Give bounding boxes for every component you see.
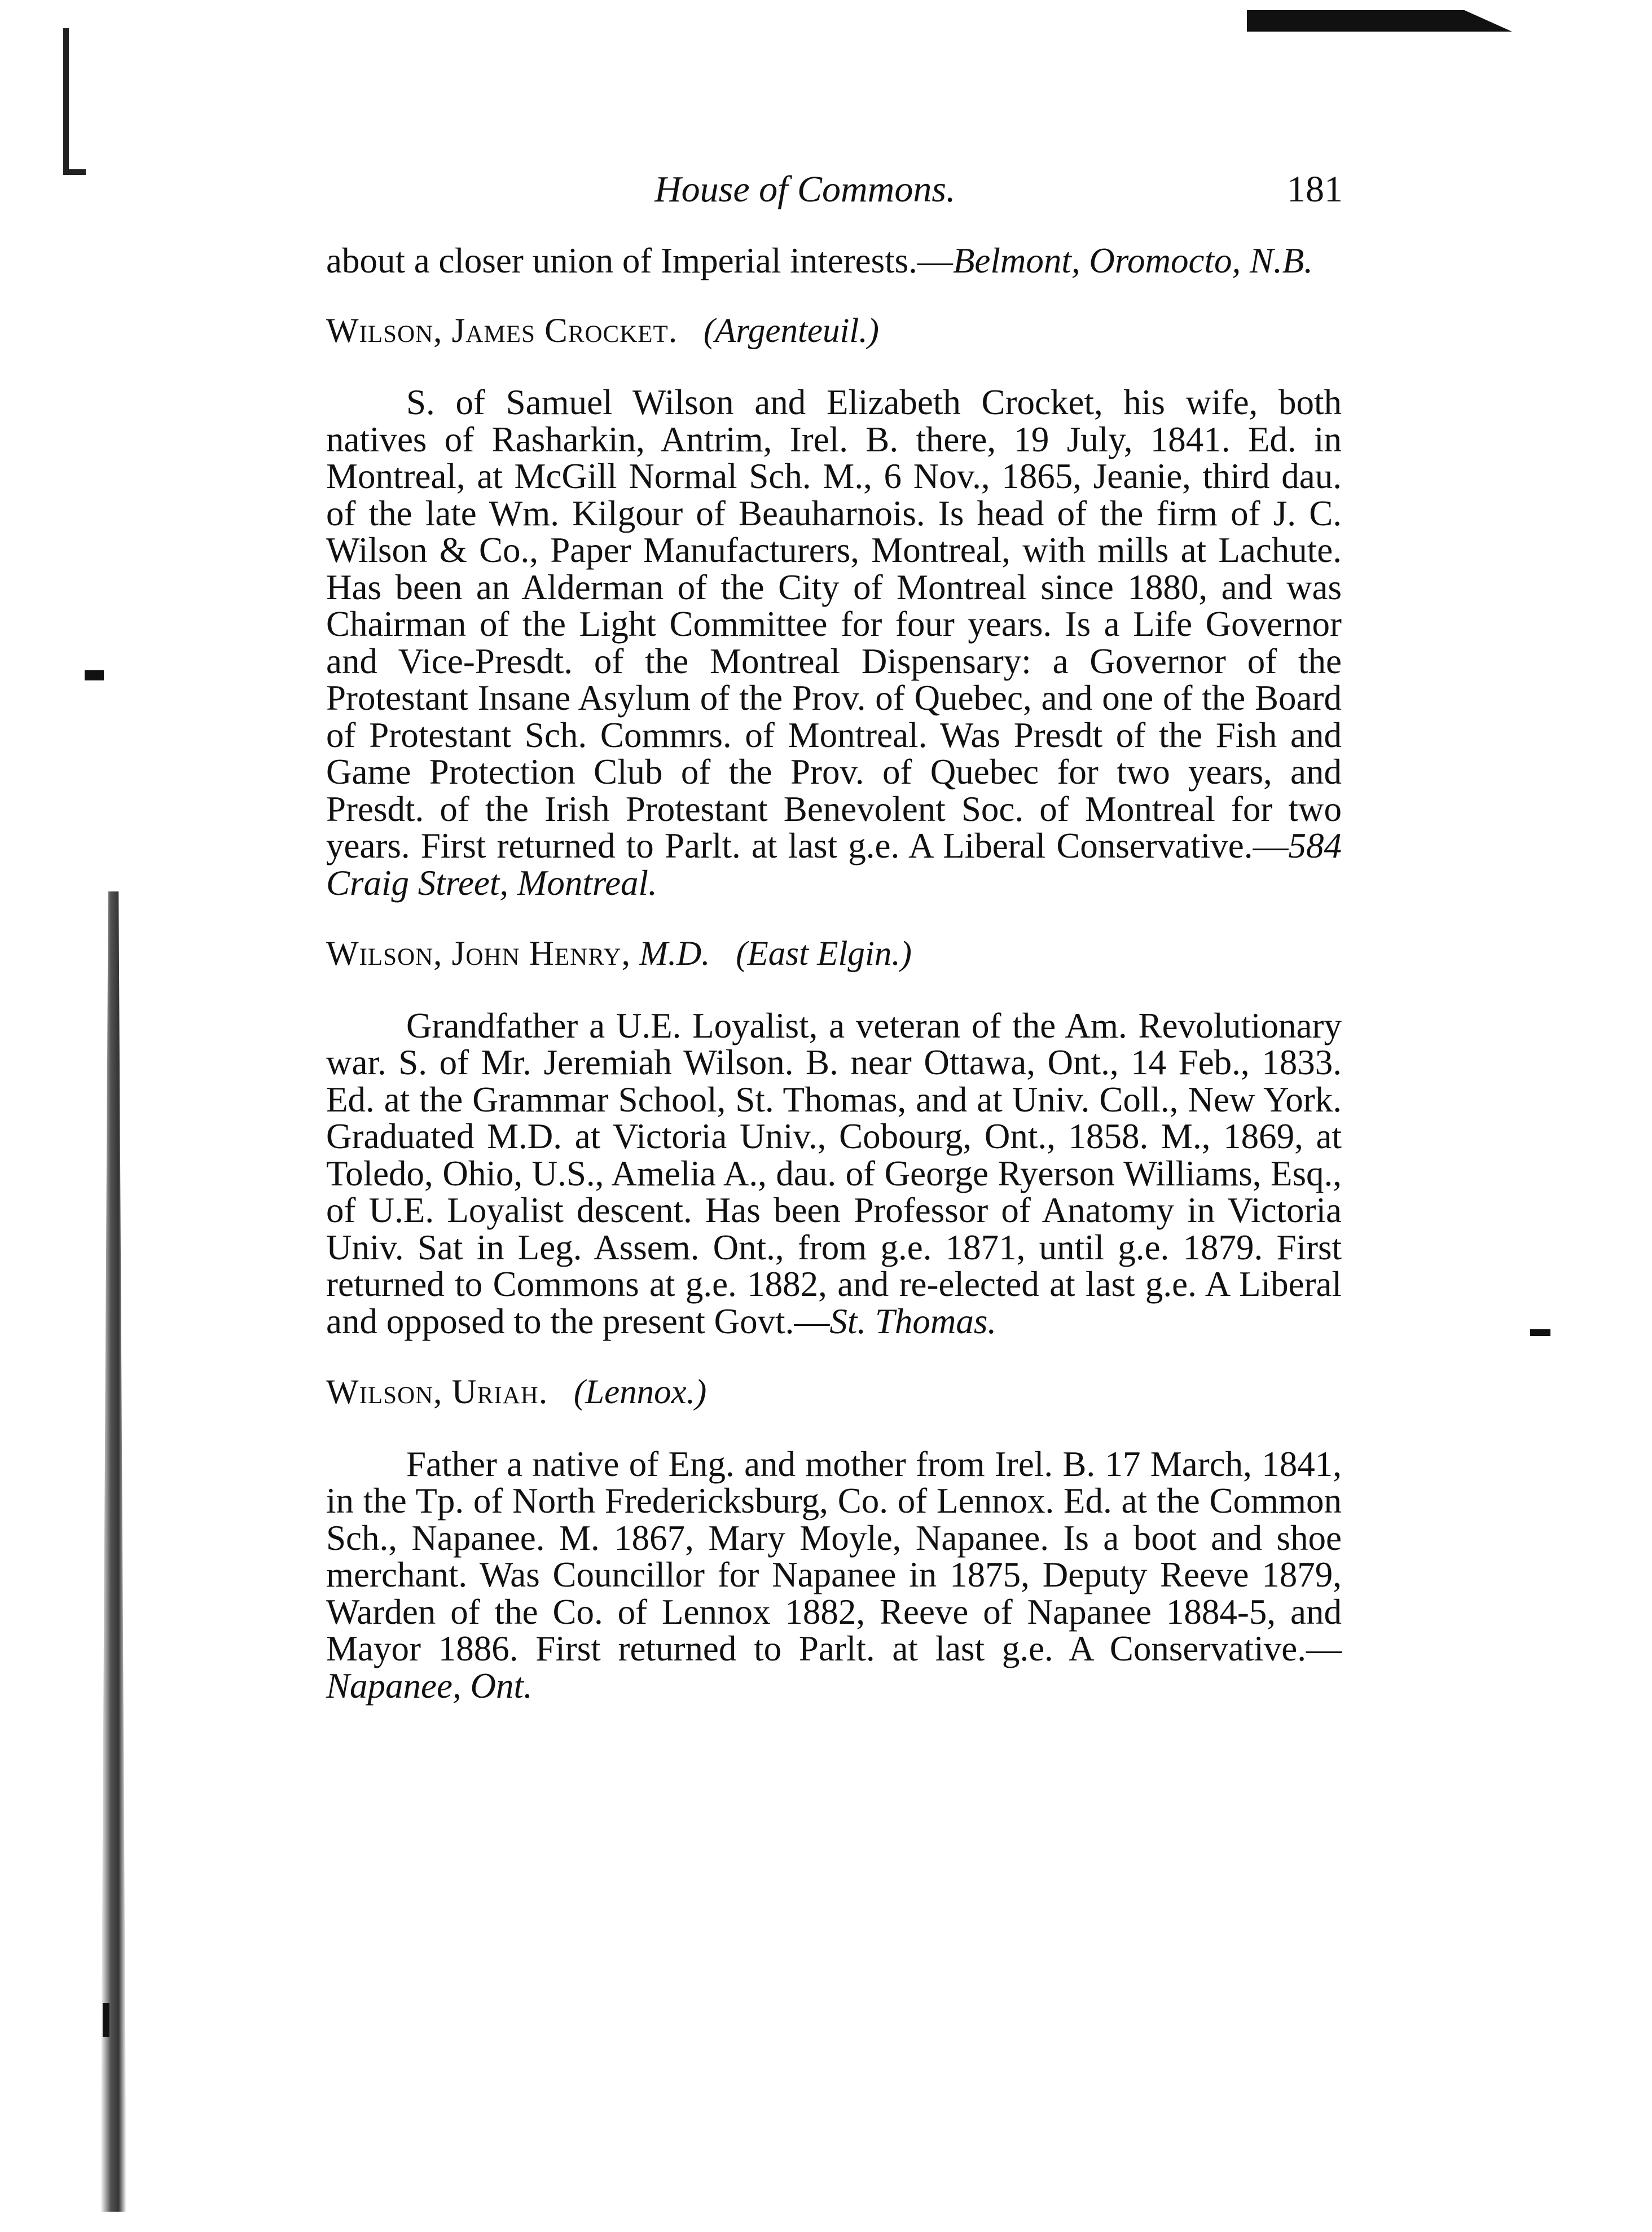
entry-body-text: S. of Samuel Wilson and Elizabeth Crocket, his wife, both natives of Rasharkin, Antrim, Irel. B. there, 19 July, 1841. Ed. in Montreal, at McGill Normal Sch. M., 6 Nov., 1865, Jeanie, third dau. of the late Wm. Kilgour of Beauharnois. Is head of the firm of J. C. Wilson & Co., Paper Manufacturers, Montreal, with mills at Lachute. Has been an Alderman of the City of Montreal since 1880, and was Chairman of the Light Committee for four years. Is a Life Governor and Vice-Presdt. of the Montreal Dispensary: a Governor of the Protestant Insane Asylum of the Prov. of Quebec, and one of the Board of Protestant Sch. Commrs. of Montreal. Was Presdt of the Fish and Game Protection Club of the Prov. of Quebec for two years, and Presdt. of the Irish Protestant Benevolent Soc. of Montreal for two years. First returned to Parlt. at last g.e. A Liberal Conservative.—	[326, 383, 1342, 865]
entry-constituency: (Lennox.)	[573, 1373, 707, 1411]
entry-body	[326, 384, 1342, 902]
entry-body	[326, 1005, 1342, 1341]
entry-address: Napanee, Ont.	[326, 1666, 533, 1706]
entry-name: Wilson, John Henry,	[326, 935, 631, 973]
entry-name: Wilson, Uriah.	[326, 1373, 548, 1411]
running-head	[316, 168, 1343, 219]
entry-degree: M.D.	[639, 935, 710, 973]
entry-heading	[326, 313, 1342, 350]
page-text	[326, 243, 1342, 1704]
entry-wilson-uriah	[326, 1374, 1342, 1704]
margin-rule-tick	[63, 169, 86, 175]
margin-rule	[63, 28, 69, 175]
entry-address: St. Thomas.	[829, 1301, 997, 1341]
continuation-text: about a closer union of Imperial interests.—	[326, 241, 953, 280]
page-number: 181	[1287, 169, 1343, 210]
entry-heading	[326, 1374, 1342, 1411]
margin-speck	[1530, 1329, 1550, 1336]
entry-wilson-john-henry	[326, 935, 1342, 1340]
continuation-paragraph	[326, 243, 1342, 280]
entry-constituency: (Argenteuil.)	[703, 311, 879, 350]
scan-edge-mark	[1247, 10, 1512, 32]
margin-speck	[85, 670, 104, 680]
entry-heading	[326, 935, 1342, 973]
entry-body-text: Grandfather a U.E. Loyalist, a veteran of the Am. Revolutionary war. S. of Mr. Jeremiah Wilson. B. near Ottawa, Ont., 14 Feb., 1833. Ed. at the Grammar School, St. Thomas, and at Univ. Coll., New York. Graduated M.D. at Victoria Univ., Cobourg, Ont., 1858. M., 1869, at Toledo, Ohio, U.S., Amelia A., dau. of George Ryerson Williams, Esq., of U.E. Loyalist descent. Has been Professor of Anatomy in Victoria Univ. Sat in Leg. Assem. Ont., from g.e. 1871, until g.e. 1879. First returned to Commons at g.e. 1882, and re-elected at last g.e. A Liberal and opposed to the present Govt.—	[326, 1005, 1342, 1341]
entry-body	[326, 1446, 1342, 1705]
entry-body-text: Father a native of Eng. and mother from Irel. B. 17 March, 1841, in the Tp. of North Fredericksburg, Co. of Lennox. Ed. at the Common Sch., Napanee. M. 1867, Mary Moyle, Napanee. Is a boot and shoe merchant. Was Councillor for Napanee in 1875, Deputy Reeve 1879, Warden of the Co. of Lennox 1882, Reeve of Napanee 1884-5, and Mayor 1886. First returned to Parlt. at last g.e. A Conservative.—	[326, 1444, 1342, 1668]
margin-speck	[103, 2003, 109, 2037]
entry-address: 584 Craig Street, Montreal.	[326, 826, 1342, 903]
entry-constituency: (East Elgin.)	[736, 935, 912, 973]
entry-name: Wilson, James Crocket.	[326, 311, 678, 350]
running-title: House of Commons.	[654, 169, 956, 210]
continuation-address: Belmont, Oromocto, N.B.	[952, 241, 1313, 280]
entry-wilson-james-crocket	[326, 313, 1342, 902]
